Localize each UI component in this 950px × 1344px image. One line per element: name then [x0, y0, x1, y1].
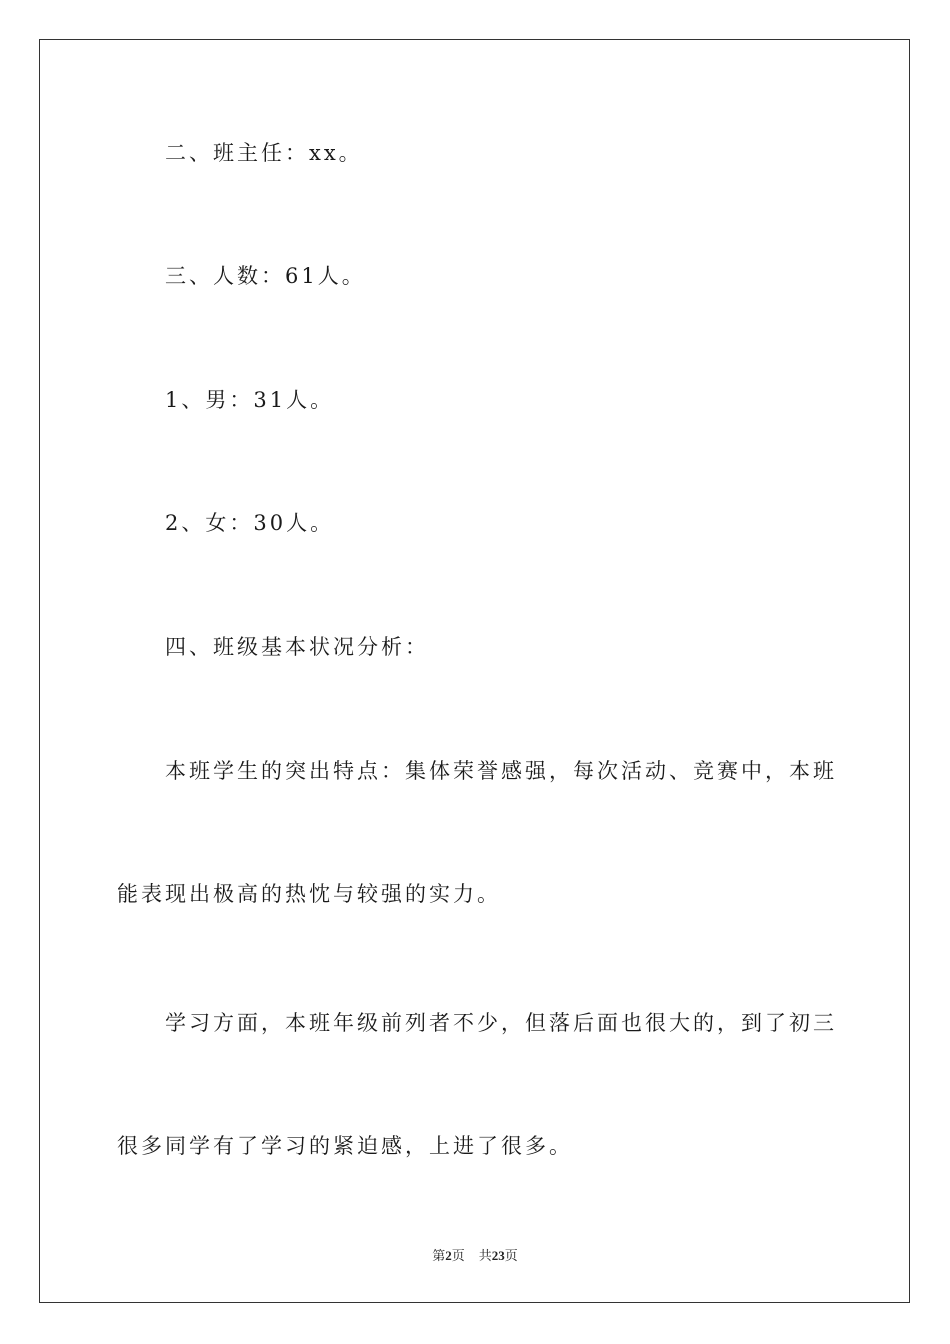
text-line-paragraph-1a: 本班学生的突出特点：集体荣誉感强，每次活动、竞赛中，本班: [165, 759, 837, 783]
text-line-paragraph-2b: 很多同学有了学习的紧迫感，上进了很多。: [117, 1134, 573, 1158]
footer-page-number: 2: [445, 1248, 452, 1263]
page-footer: [0, 1249, 950, 1263]
footer-page-prefix: 第: [432, 1249, 446, 1264]
text-line-head-teacher: 二、班主任：xx。: [165, 141, 363, 165]
footer-page-suffix: 页: [451, 1249, 465, 1264]
text-line-section-heading: 四、班级基本状况分析：: [165, 635, 429, 659]
footer-total-suffix: 页: [504, 1249, 518, 1264]
text-line-student-count: 三、人数：61人。: [165, 264, 366, 288]
text-line-paragraph-2a: 学习方面，本班年级前列者不少，但落后面也很大的，到了初三: [165, 1011, 837, 1035]
text-line-female-count: 2、女：30人。: [165, 511, 335, 535]
text-line-paragraph-1b: 能表现出极高的热忱与较强的实力。: [117, 882, 501, 906]
footer-total-prefix: 共: [478, 1249, 492, 1264]
footer-total-pages: 23: [491, 1248, 505, 1263]
page-frame: [39, 39, 910, 1303]
text-line-male-count: 1、男：31人。: [165, 388, 335, 412]
